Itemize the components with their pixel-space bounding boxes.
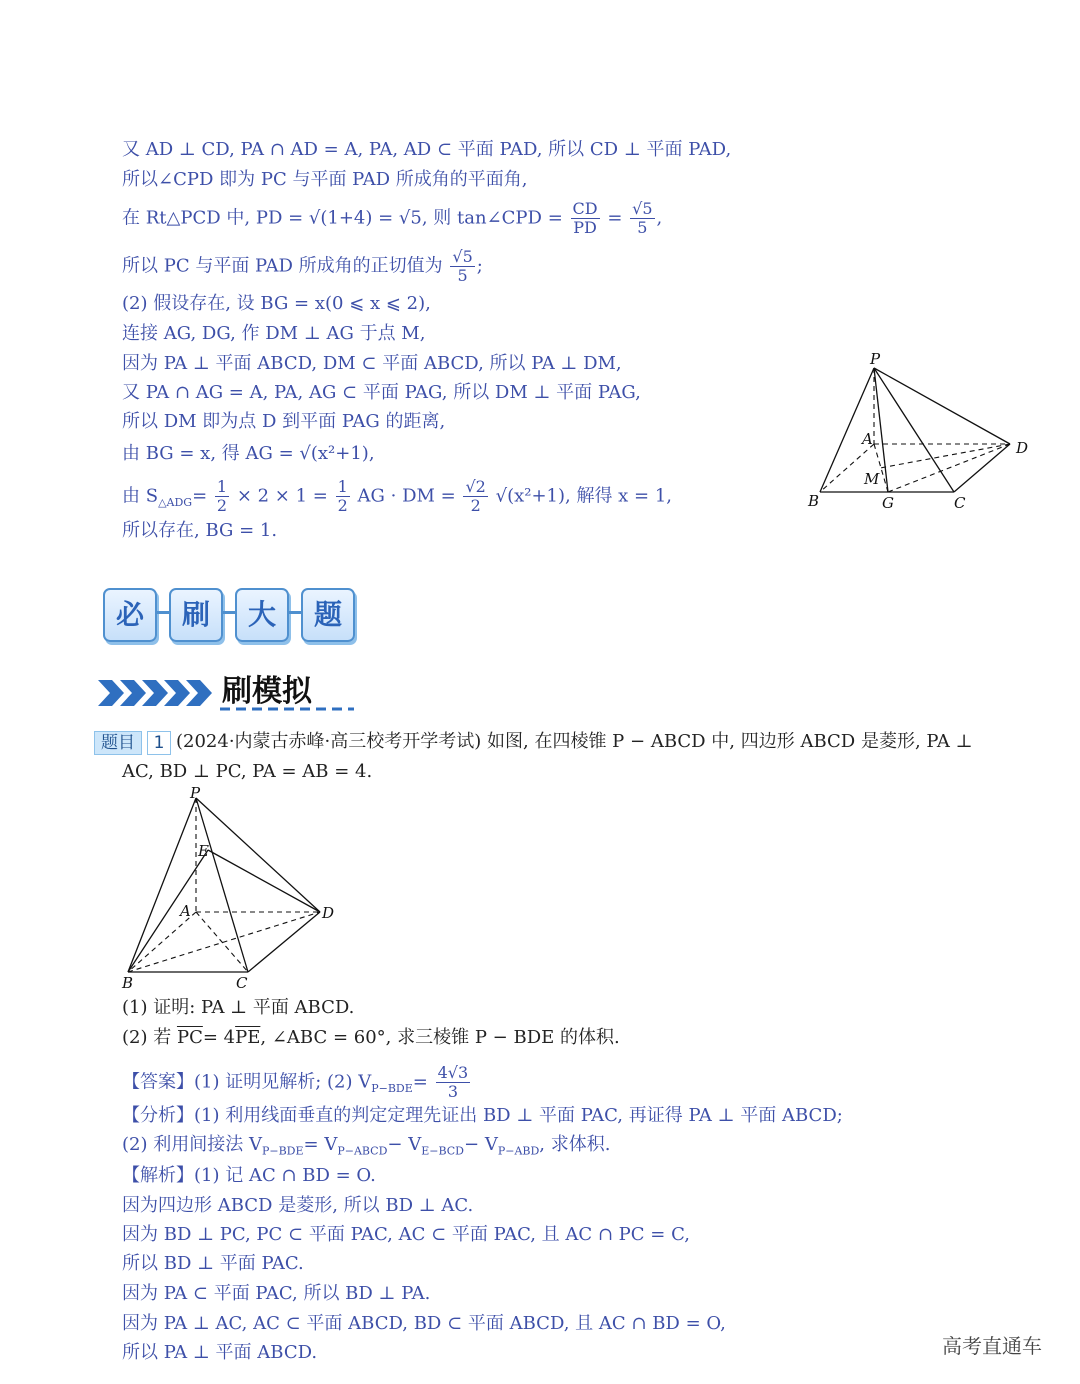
badge-connector xyxy=(287,611,301,614)
solution-2-line-4: 所以 BD ⊥ 平面 PAC. xyxy=(122,1253,304,1274)
fraction xyxy=(436,1064,471,1101)
text: − V xyxy=(464,1134,498,1155)
edge-ac xyxy=(196,912,248,972)
badge-connector xyxy=(155,611,169,614)
numerator: √5 xyxy=(632,199,653,218)
label-p: P xyxy=(870,350,881,368)
numerator: CD xyxy=(572,199,598,218)
badge-da: 大 xyxy=(235,588,289,642)
text: 【答案】(1) 证明见解析; (2) V xyxy=(122,1071,372,1093)
badge-ti: 题 xyxy=(301,588,355,642)
fraction xyxy=(463,478,487,515)
subscript: P−BDE xyxy=(261,1144,304,1158)
question-stem-1: (2024·内蒙古赤峰·高三校考开学考试) 如图, 在四棱锥 P − ABCD 中, 四边形 ABCD 是菱形, PA ⊥ xyxy=(176,731,973,752)
numerator: √2 xyxy=(465,477,486,496)
text: 所以 PC 与平面 PAD 所成角的正切值为 xyxy=(122,255,443,277)
denominator: 2 xyxy=(216,496,228,515)
denominator: 5 xyxy=(457,266,468,285)
label-d: D xyxy=(322,904,335,922)
subscript: E−BCD xyxy=(421,1144,465,1158)
label-p: P xyxy=(190,784,201,802)
solution-line-6: 连接 AG, DG, 作 DM ⊥ AG 于点 M, xyxy=(122,323,426,344)
question-number: 1 xyxy=(147,731,171,755)
fraction xyxy=(630,200,654,237)
edge-ed xyxy=(208,850,320,912)
text: √(x²+1), 解得 x = 1, xyxy=(495,485,673,507)
analysis-line-1: 【分析】(1) 利用线面垂直的判定定理先证出 BD ⊥ 平面 PAC, 再证得 PA ⊥ 平面 ABCD; xyxy=(122,1105,843,1126)
solution-line-12: 所以存在, BG = 1. xyxy=(122,520,278,541)
vector-pe: $\overline{PE}$ xyxy=(235,1027,261,1048)
text: 在 Rt△PCD 中, PD = √(1+4) = √5, 则 tan∠CPD = xyxy=(122,207,563,229)
edge-cd xyxy=(248,912,320,972)
solution-2-line-5: 因为 PA ⊂ 平面 PAC, 所以 BD ⊥ PA. xyxy=(122,1283,431,1304)
denominator: 5 xyxy=(637,218,648,237)
question-stem-2: AC, BD ⊥ PC, PA = AB = 4. xyxy=(122,761,373,782)
edge-pd xyxy=(874,368,1010,444)
fraction xyxy=(571,200,600,237)
solution-line-5: (2) 假设存在, 设 BG = x(0 ⩽ x ⩽ 2), xyxy=(122,293,431,314)
vector-pc: $\overline{PC}$ xyxy=(176,1027,203,1048)
edge-dm xyxy=(880,444,1010,468)
label-b: B xyxy=(808,492,820,510)
solution-2-line-2: 因为四边形 ABCD 是菱形, 所以 BD ⊥ AC. xyxy=(122,1195,474,1216)
question-label: 题目 xyxy=(94,731,142,755)
badge-connector xyxy=(221,611,235,614)
question-part-2 xyxy=(122,1026,620,1050)
denominator: 3 xyxy=(447,1082,458,1101)
fraction xyxy=(336,478,350,515)
text: = 4 xyxy=(202,1027,236,1048)
edge-cd xyxy=(954,444,1010,492)
text: (2) 利用间接法 V xyxy=(122,1134,262,1155)
edge-pc xyxy=(196,798,248,972)
text: = xyxy=(412,1071,428,1093)
label-c: C xyxy=(236,974,248,992)
fraction xyxy=(215,478,229,515)
badge-bi: 必 xyxy=(103,588,157,642)
numerator: 1 xyxy=(337,477,348,496)
denominator: PD xyxy=(573,218,597,237)
text: , ∠ABC = 60°, 求三棱锥 P − BDE 的体积. xyxy=(260,1027,620,1048)
watermark: 高考直通车 xyxy=(942,1334,1042,1358)
pyramid-figure-2 xyxy=(112,784,352,994)
text: = V xyxy=(303,1134,338,1155)
text: = xyxy=(607,207,623,229)
solution-line-2: 所以∠CPD 即为 PC 与平面 PAD 所成角的平面角, xyxy=(122,169,528,190)
label-b: B xyxy=(122,974,134,992)
label-c: C xyxy=(954,494,966,512)
edge-pd xyxy=(196,798,320,912)
label-e: E xyxy=(198,842,209,860)
text: , xyxy=(656,207,663,229)
text: × 2 × 1 = xyxy=(236,485,328,507)
solution-2-line-3: 因为 BD ⊥ PC, PC ⊂ 平面 PAC, AC ⊂ 平面 PAC, 且 AC ∩ PC = C, xyxy=(122,1224,690,1245)
subscript: P−ABCD xyxy=(337,1144,388,1158)
solution-line-4 xyxy=(122,248,483,285)
numerator: √5 xyxy=(452,247,473,266)
solution-line-8: 又 PA ∩ AG = A, PA, AG ⊂ 平面 PAG, 所以 DM ⊥ 平面 PAG, xyxy=(122,382,641,403)
denominator: 2 xyxy=(337,496,348,515)
label-m: M xyxy=(864,470,880,488)
analysis-line-2 xyxy=(122,1133,610,1164)
dotted-underline xyxy=(220,706,354,712)
label-a: A xyxy=(180,902,191,920)
text: = xyxy=(192,485,208,507)
solution-line-11 xyxy=(122,478,672,515)
chevron-arrows-icon xyxy=(98,676,222,710)
text: , 求体积. xyxy=(539,1134,611,1155)
solution-2-line-7: 所以 PA ⊥ 平面 ABCD. xyxy=(122,1342,318,1363)
text: 由 S xyxy=(122,485,159,507)
solution-2-line-6: 因为 PA ⊥ AC, AC ⊂ 平面 ABCD, BD ⊂ 平面 ABCD, 且 AC ∩ BD = O, xyxy=(122,1313,726,1334)
badge-shua: 刷 xyxy=(169,588,223,642)
label-a: A xyxy=(862,430,873,448)
fraction xyxy=(450,248,474,285)
solution-line-10: 由 BG = x, 得 AG = √(x²+1), xyxy=(122,443,375,464)
solution-line-9: 所以 DM 即为点 D 到平面 PAG 的距离, xyxy=(122,411,446,432)
solution-line-3 xyxy=(122,200,662,237)
solution-line-1: 又 AD ⊥ CD, PA ∩ AD = A, PA, AD ⊂ 平面 PAD, 所以 CD ⊥ 平面 PAD, xyxy=(122,139,732,160)
question-part-1: (1) 证明: PA ⊥ 平面 ABCD. xyxy=(122,997,355,1018)
subscript: P−ABD xyxy=(497,1144,540,1158)
denominator: 2 xyxy=(470,496,481,515)
text: AG · DM = xyxy=(357,485,456,507)
numerator: 1 xyxy=(216,477,228,496)
answer-line xyxy=(122,1064,472,1101)
solution-2-line-1: 【解析】(1) 记 AC ∩ BD = O. xyxy=(122,1165,376,1186)
label-d: D xyxy=(1016,439,1029,457)
pyramid-figure-1 xyxy=(800,348,1040,518)
numerator: 4√3 xyxy=(437,1063,469,1082)
subscript: △ADG xyxy=(158,496,193,510)
section-title: 刷模拟 xyxy=(222,674,312,709)
text: (2) 若 xyxy=(122,1027,172,1048)
edge-bd xyxy=(128,912,320,972)
label-g: G xyxy=(882,494,894,512)
subscript: P−BDE xyxy=(371,1082,413,1096)
text: ; xyxy=(476,255,483,277)
text: − V xyxy=(387,1134,422,1155)
solution-line-7: 因为 PA ⊥ 平面 ABCD, DM ⊂ 平面 ABCD, 所以 PA ⊥ DM, xyxy=(122,353,622,374)
